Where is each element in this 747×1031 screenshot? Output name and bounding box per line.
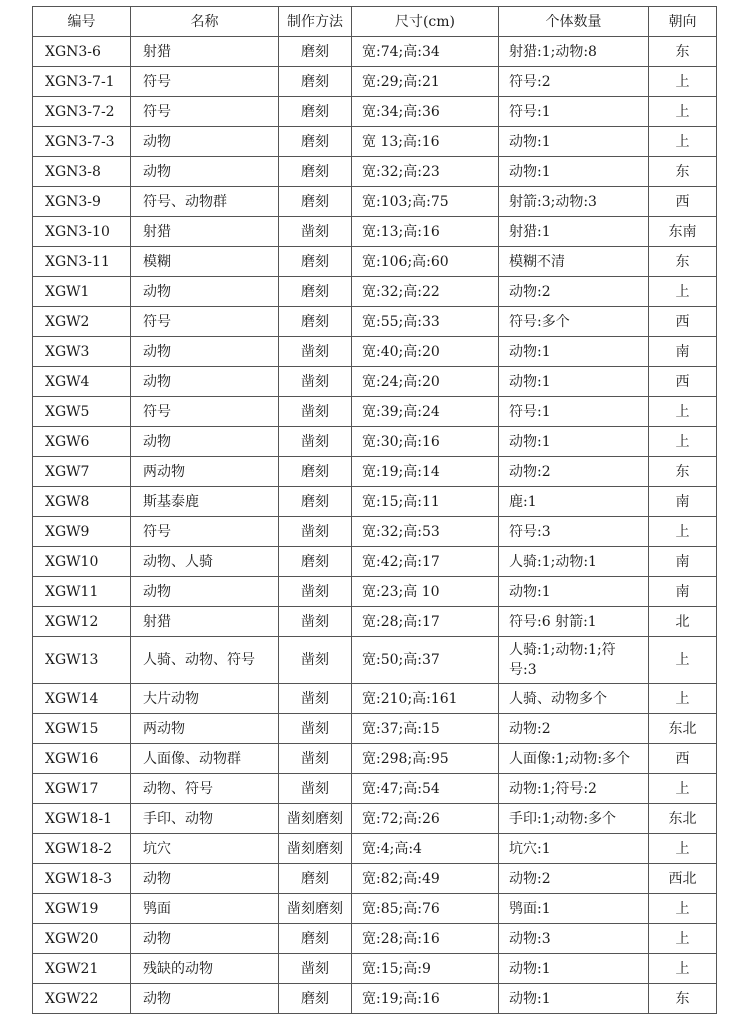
cell-direction: 南 <box>649 487 717 517</box>
cell-id: XGW21 <box>33 954 131 984</box>
cell-id: XGW18-2 <box>33 834 131 864</box>
cell-count: 动物:2 <box>499 864 649 894</box>
cell-name: 鸮面 <box>131 894 279 924</box>
cell-id: XGW20 <box>33 924 131 954</box>
cell-count: 符号:6 射箭:1 <box>499 607 649 637</box>
cell-id: XGW3 <box>33 337 131 367</box>
table-row <box>33 277 717 307</box>
table-row <box>33 487 717 517</box>
cell-size: 宽 13;高:16 <box>352 127 499 157</box>
cell-method: 凿刻 <box>279 217 352 247</box>
header-size: 尺寸(cm) <box>352 7 499 37</box>
cell-method: 凿刻 <box>279 954 352 984</box>
cell-id: XGW10 <box>33 547 131 577</box>
cell-method: 磨刻 <box>279 247 352 277</box>
cell-method: 磨刻 <box>279 97 352 127</box>
cell-count: 动物:1;符号:2 <box>499 774 649 804</box>
cell-count: 坑穴:1 <box>499 834 649 864</box>
cell-direction: 西 <box>649 367 717 397</box>
cell-name: 动物 <box>131 427 279 457</box>
cell-count: 模糊不清 <box>499 247 649 277</box>
cell-direction: 东 <box>649 157 717 187</box>
cell-name: 手印、动物 <box>131 804 279 834</box>
table-row <box>33 367 717 397</box>
cell-id: XGW5 <box>33 397 131 427</box>
table-row <box>33 217 717 247</box>
cell-size: 宽:42;高:17 <box>352 547 499 577</box>
table-row <box>33 427 717 457</box>
cell-size: 宽:34;高:36 <box>352 97 499 127</box>
cell-id: XGW18-1 <box>33 804 131 834</box>
table-row <box>33 894 717 924</box>
cell-id: XGW14 <box>33 684 131 714</box>
cell-size: 宽:15;高:9 <box>352 954 499 984</box>
cell-method: 凿刻 <box>279 607 352 637</box>
cell-name: 射猎 <box>131 217 279 247</box>
cell-count: 射猎:1 <box>499 217 649 247</box>
header-id: 编号 <box>33 7 131 37</box>
cell-size: 宽:55;高:33 <box>352 307 499 337</box>
table-row <box>33 157 717 187</box>
cell-name: 残缺的动物 <box>131 954 279 984</box>
cell-id: XGN3-7-2 <box>33 97 131 127</box>
cell-direction: 上 <box>649 517 717 547</box>
cell-size: 宽:4;高:4 <box>352 834 499 864</box>
cell-id: XGN3-7-1 <box>33 67 131 97</box>
cell-count: 动物:2 <box>499 714 649 744</box>
cell-count: 符号:多个 <box>499 307 649 337</box>
cell-name: 动物 <box>131 157 279 187</box>
cell-direction: 东北 <box>649 714 717 744</box>
cell-id: XGN3-10 <box>33 217 131 247</box>
cell-id: XGN3-7-3 <box>33 127 131 157</box>
cell-count: 人骑:1;动物:1;符号:3 <box>499 637 649 684</box>
cell-id: XGW18-3 <box>33 864 131 894</box>
cell-method: 凿刻 <box>279 337 352 367</box>
cell-direction: 上 <box>649 427 717 457</box>
cell-size: 宽:39;高:24 <box>352 397 499 427</box>
cell-name: 符号 <box>131 307 279 337</box>
cell-id: XGW8 <box>33 487 131 517</box>
table-row <box>33 307 717 337</box>
cell-method: 凿刻 <box>279 637 352 684</box>
cell-direction: 上 <box>649 684 717 714</box>
cell-size: 宽:15;高:11 <box>352 487 499 517</box>
cell-name: 人面像、动物群 <box>131 744 279 774</box>
cell-id: XGW22 <box>33 984 131 1014</box>
cell-name: 射猎 <box>131 607 279 637</box>
table-row <box>33 607 717 637</box>
cell-count: 动物:1 <box>499 127 649 157</box>
cell-size: 宽:298;高:95 <box>352 744 499 774</box>
table-row <box>33 517 717 547</box>
cell-size: 宽:50;高:37 <box>352 637 499 684</box>
cell-count: 动物:2 <box>499 277 649 307</box>
cell-method: 磨刻 <box>279 157 352 187</box>
cell-direction: 上 <box>649 97 717 127</box>
cell-name: 符号、动物群 <box>131 187 279 217</box>
cell-count: 鹿:1 <box>499 487 649 517</box>
cell-method: 凿刻磨刻 <box>279 804 352 834</box>
cell-direction: 上 <box>649 127 717 157</box>
cell-method: 凿刻 <box>279 714 352 744</box>
cell-direction: 北 <box>649 607 717 637</box>
cell-name: 动物 <box>131 127 279 157</box>
cell-method: 磨刻 <box>279 864 352 894</box>
cell-name: 动物、符号 <box>131 774 279 804</box>
table-row <box>33 714 717 744</box>
cell-direction: 上 <box>649 397 717 427</box>
cell-method: 磨刻 <box>279 984 352 1014</box>
cell-name: 射猎 <box>131 37 279 67</box>
cell-size: 宽:28;高:16 <box>352 924 499 954</box>
cell-direction: 东 <box>649 457 717 487</box>
cell-method: 磨刻 <box>279 547 352 577</box>
cell-direction: 上 <box>649 954 717 984</box>
cell-name: 动物 <box>131 277 279 307</box>
table-row <box>33 864 717 894</box>
cell-size: 宽:40;高:20 <box>352 337 499 367</box>
cell-size: 宽:13;高:16 <box>352 217 499 247</box>
table-row <box>33 397 717 427</box>
header-direction: 朝向 <box>649 7 717 37</box>
cell-direction: 东北 <box>649 804 717 834</box>
cell-method: 凿刻 <box>279 397 352 427</box>
cell-direction: 南 <box>649 547 717 577</box>
cell-method: 磨刻 <box>279 924 352 954</box>
cell-direction: 上 <box>649 774 717 804</box>
table-row <box>33 834 717 864</box>
cell-name: 大片动物 <box>131 684 279 714</box>
cell-id: XGW12 <box>33 607 131 637</box>
cell-method: 凿刻 <box>279 577 352 607</box>
cell-id: XGW19 <box>33 894 131 924</box>
cell-method: 磨刻 <box>279 457 352 487</box>
cell-count: 射猎:1;动物:8 <box>499 37 649 67</box>
cell-size: 宽:106;高:60 <box>352 247 499 277</box>
cell-name: 斯基泰鹿 <box>131 487 279 517</box>
cell-count: 鸮面:1 <box>499 894 649 924</box>
table-row <box>33 774 717 804</box>
cell-direction: 上 <box>649 894 717 924</box>
cell-count: 动物:1 <box>499 984 649 1014</box>
cell-name: 动物 <box>131 864 279 894</box>
cell-size: 宽:24;高:20 <box>352 367 499 397</box>
cell-count: 动物:1 <box>499 954 649 984</box>
cell-size: 宽:19;高:16 <box>352 984 499 1014</box>
cell-name: 两动物 <box>131 457 279 487</box>
cell-size: 宽:32;高:53 <box>352 517 499 547</box>
table-row <box>33 984 717 1014</box>
cell-size: 宽:210;高:161 <box>352 684 499 714</box>
cell-direction: 西 <box>649 744 717 774</box>
cell-id: XGW13 <box>33 637 131 684</box>
cell-method: 磨刻 <box>279 277 352 307</box>
cell-name: 动物 <box>131 577 279 607</box>
cell-direction: 东 <box>649 984 717 1014</box>
cell-direction: 上 <box>649 834 717 864</box>
cell-id: XGW11 <box>33 577 131 607</box>
cell-id: XGN3-6 <box>33 37 131 67</box>
cell-count: 人骑、动物多个 <box>499 684 649 714</box>
cell-method: 凿刻磨刻 <box>279 894 352 924</box>
cell-name: 动物、人骑 <box>131 547 279 577</box>
cell-size: 宽:82;高:49 <box>352 864 499 894</box>
cell-count: 动物:2 <box>499 457 649 487</box>
cell-id: XGW4 <box>33 367 131 397</box>
cell-id: XGW17 <box>33 774 131 804</box>
cell-count: 动物:1 <box>499 157 649 187</box>
table-row <box>33 804 717 834</box>
cell-id: XGN3-11 <box>33 247 131 277</box>
cell-direction: 上 <box>649 924 717 954</box>
cell-id: XGN3-8 <box>33 157 131 187</box>
table-row <box>33 924 717 954</box>
cell-method: 磨刻 <box>279 307 352 337</box>
cell-count: 符号:3 <box>499 517 649 547</box>
table-row <box>33 577 717 607</box>
table-row <box>33 37 717 67</box>
cell-size: 宽:103;高:75 <box>352 187 499 217</box>
cell-size: 宽:74;高:34 <box>352 37 499 67</box>
table-row <box>33 67 717 97</box>
table-row <box>33 127 717 157</box>
cell-id: XGW7 <box>33 457 131 487</box>
table-row <box>33 744 717 774</box>
table-row <box>33 637 717 684</box>
cell-count: 符号:1 <box>499 397 649 427</box>
cell-id: XGW16 <box>33 744 131 774</box>
rock-art-table <box>32 6 717 1014</box>
cell-direction: 南 <box>649 337 717 367</box>
cell-size: 宽:30;高:16 <box>352 427 499 457</box>
cell-name: 符号 <box>131 97 279 127</box>
cell-size: 宽:29;高:21 <box>352 67 499 97</box>
cell-count: 人面像:1;动物:多个 <box>499 744 649 774</box>
cell-count: 动物:1 <box>499 337 649 367</box>
cell-direction: 西 <box>649 307 717 337</box>
cell-size: 宽:32;高:22 <box>352 277 499 307</box>
cell-size: 宽:37;高:15 <box>352 714 499 744</box>
cell-name: 模糊 <box>131 247 279 277</box>
cell-id: XGW6 <box>33 427 131 457</box>
cell-size: 宽:19;高:14 <box>352 457 499 487</box>
cell-direction: 东 <box>649 247 717 277</box>
table-row <box>33 97 717 127</box>
table-row <box>33 337 717 367</box>
cell-count: 动物:3 <box>499 924 649 954</box>
cell-size: 宽:47;高:54 <box>352 774 499 804</box>
table-row <box>33 247 717 277</box>
cell-method: 磨刻 <box>279 37 352 67</box>
cell-method: 凿刻 <box>279 517 352 547</box>
cell-name: 动物 <box>131 984 279 1014</box>
cell-name: 动物 <box>131 924 279 954</box>
cell-count: 射箭:3;动物:3 <box>499 187 649 217</box>
cell-count: 动物:1 <box>499 427 649 457</box>
cell-direction: 上 <box>649 67 717 97</box>
cell-count: 人骑:1;动物:1 <box>499 547 649 577</box>
header-count: 个体数量 <box>499 7 649 37</box>
cell-direction: 南 <box>649 577 717 607</box>
table-row <box>33 457 717 487</box>
cell-method: 凿刻 <box>279 774 352 804</box>
cell-method: 磨刻 <box>279 127 352 157</box>
cell-count: 动物:1 <box>499 577 649 607</box>
cell-count: 符号:1 <box>499 97 649 127</box>
cell-direction: 上 <box>649 277 717 307</box>
cell-name: 两动物 <box>131 714 279 744</box>
cell-size: 宽:85;高:76 <box>352 894 499 924</box>
cell-count: 动物:1 <box>499 367 649 397</box>
cell-direction: 东南 <box>649 217 717 247</box>
cell-id: XGW2 <box>33 307 131 337</box>
cell-method: 凿刻 <box>279 367 352 397</box>
cell-size: 宽:32;高:23 <box>352 157 499 187</box>
cell-method: 磨刻 <box>279 187 352 217</box>
cell-count: 手印:1;动物:多个 <box>499 804 649 834</box>
cell-id: XGN3-9 <box>33 187 131 217</box>
cell-name: 动物 <box>131 337 279 367</box>
cell-count: 符号:2 <box>499 67 649 97</box>
cell-name: 人骑、动物、符号 <box>131 637 279 684</box>
cell-name: 动物 <box>131 367 279 397</box>
table-body <box>33 37 717 1014</box>
cell-direction: 西北 <box>649 864 717 894</box>
cell-id: XGW1 <box>33 277 131 307</box>
table-row <box>33 684 717 714</box>
cell-method: 凿刻 <box>279 744 352 774</box>
cell-direction: 上 <box>649 637 717 684</box>
table-header-row <box>33 7 717 37</box>
cell-id: XGW9 <box>33 517 131 547</box>
cell-name: 坑穴 <box>131 834 279 864</box>
cell-size: 宽:28;高:17 <box>352 607 499 637</box>
table-row <box>33 187 717 217</box>
header-name: 名称 <box>131 7 279 37</box>
cell-direction: 西 <box>649 187 717 217</box>
cell-method: 磨刻 <box>279 67 352 97</box>
cell-method: 磨刻 <box>279 487 352 517</box>
cell-size: 宽:23;高 10 <box>352 577 499 607</box>
cell-name: 符号 <box>131 517 279 547</box>
cell-direction: 东 <box>649 37 717 67</box>
cell-method: 凿刻 <box>279 427 352 457</box>
table-row <box>33 954 717 984</box>
cell-id: XGW15 <box>33 714 131 744</box>
cell-name: 符号 <box>131 67 279 97</box>
table-row <box>33 547 717 577</box>
cell-size: 宽:72;高:26 <box>352 804 499 834</box>
cell-method: 凿刻磨刻 <box>279 834 352 864</box>
header-method: 制作方法 <box>279 7 352 37</box>
cell-method: 凿刻 <box>279 684 352 714</box>
cell-name: 符号 <box>131 397 279 427</box>
